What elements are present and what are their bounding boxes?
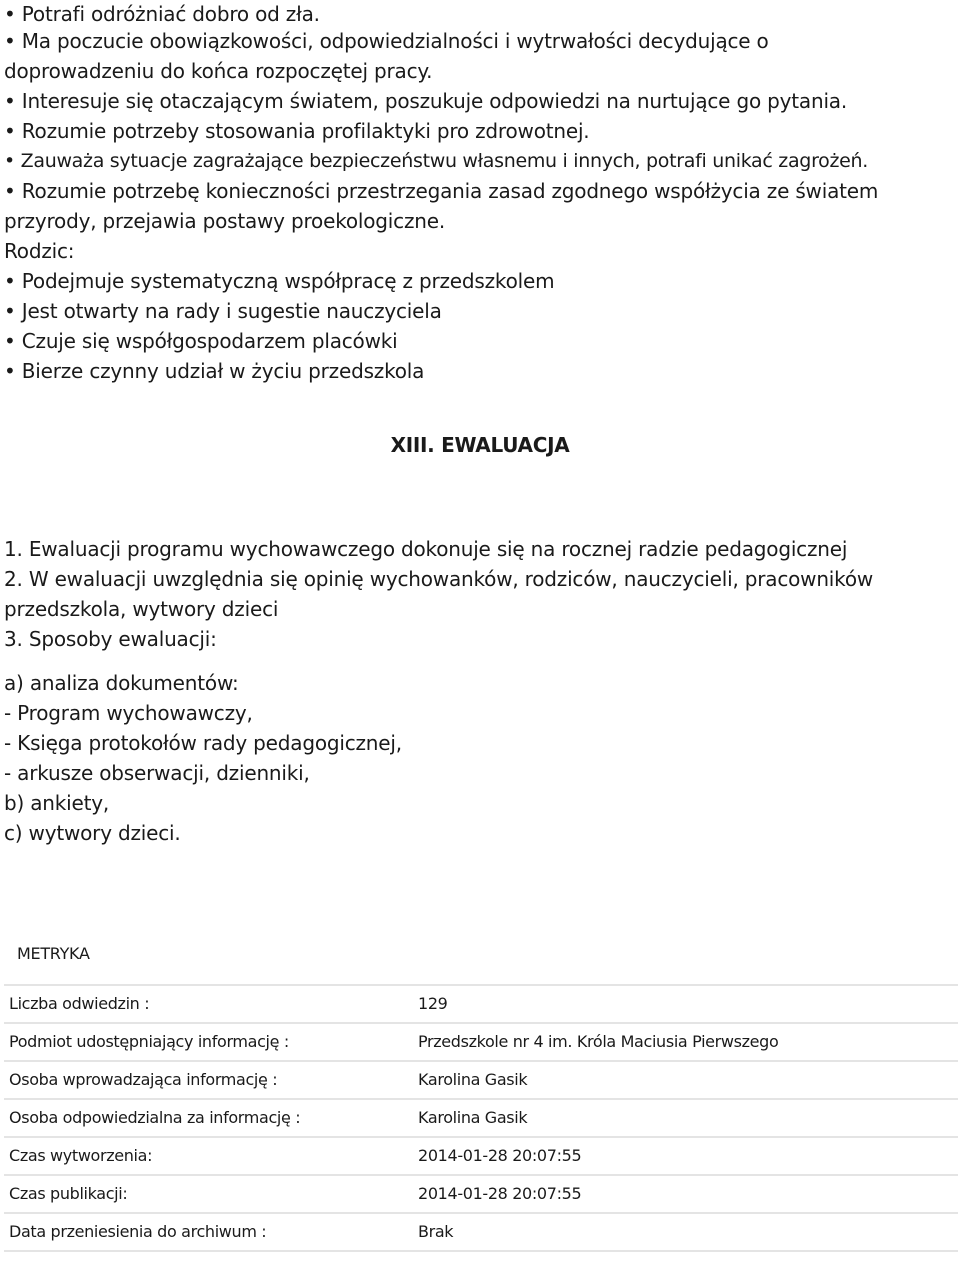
metryka-title: METRYKA: [17, 944, 90, 963]
text-line: 1. Ewaluacji programu wychowawczego dokonuje się na rocznej radzie pedagogicznej: [4, 537, 848, 561]
text-line: • Ma poczucie obowiązkowości, odpowiedzialności i wytrwałości decydujące o: [4, 29, 769, 53]
row-value: Karolina Gasik: [418, 1070, 528, 1089]
row-value: Przedszkole nr 4 im. Króla Maciusia Pierwszego: [418, 1032, 779, 1051]
text-line: 3. Sposoby ewaluacji:: [4, 627, 217, 651]
table-row: [4, 1024, 958, 1062]
text-line: przyrody, przejawia postawy proekologiczne.: [4, 209, 445, 233]
row-value: 2014-01-28 20:07:55: [418, 1146, 582, 1165]
text-line: • Jest otwarty na rady i sugestie nauczyciela: [4, 299, 442, 323]
table-row: [4, 1176, 958, 1214]
row-label: Data przeniesienia do archiwum :: [9, 1222, 267, 1241]
text-line: • Zauważa sytuacje zagrażające bezpieczeństwu własnemu i innych, potrafi unikać zagrożeń.: [4, 150, 869, 172]
row-label: Czas wytworzenia:: [9, 1146, 153, 1165]
metryka-table: [4, 984, 958, 1252]
text-line: doprowadzeniu do końca rozpoczętej pracy.: [4, 59, 433, 83]
table-row: [4, 1138, 958, 1176]
text-line: - Księga protokołów rady pedagogicznej,: [4, 731, 402, 755]
text-line: przedszkola, wytwory dzieci: [4, 597, 279, 621]
text-line: - Program wychowawczy,: [4, 701, 253, 725]
row-label: Osoba odpowiedzialna za informację :: [9, 1108, 301, 1127]
text-line: • Potrafi odróżniać dobro od zła.: [4, 2, 320, 26]
row-label: Liczba odwiedzin :: [9, 994, 150, 1013]
text-line: - arkusze obserwacji, dzienniki,: [4, 761, 310, 785]
row-label: Czas publikacji:: [9, 1184, 128, 1203]
text-line: a) analiza dokumentów:: [4, 671, 239, 695]
text-line: • Rozumie potrzebę konieczności przestrzegania zasad zgodnego współżycia ze światem: [4, 179, 879, 203]
text-line: Rodzic:: [4, 239, 75, 263]
text-line: • Interesuje się otaczającym światem, poszukuje odpowiedzi na nurtujące go pytania.: [4, 89, 848, 113]
table-row: [4, 1100, 958, 1138]
section-heading: XIII. EWALUACJA: [390, 433, 570, 457]
text-line: • Czuje się współgospodarzem placówki: [4, 329, 398, 353]
row-value: 129: [418, 994, 448, 1013]
text-line: 2. W ewaluacji uwzględnia się opinię wychowanków, rodziców, nauczycieli, pracowników: [4, 567, 874, 591]
text-line: • Rozumie potrzeby stosowania profilaktyki pro zdrowotnej.: [4, 119, 590, 143]
table-row: [4, 986, 958, 1024]
row-value: Brak: [418, 1222, 454, 1241]
text-line: c) wytwory dzieci.: [4, 821, 181, 845]
text-line: • Bierze czynny udział w życiu przedszkola: [4, 359, 425, 383]
table-row: [4, 1062, 958, 1100]
text-line: • Podejmuje systematyczną współpracę z przedszkolem: [4, 269, 555, 293]
row-value: 2014-01-28 20:07:55: [418, 1184, 582, 1203]
text-line: b) ankiety,: [4, 791, 110, 815]
row-label: Podmiot udostępniający informację :: [9, 1032, 289, 1051]
row-value: Karolina Gasik: [418, 1108, 528, 1127]
table-row: [4, 1214, 958, 1252]
row-label: Osoba wprowadzająca informację :: [9, 1070, 278, 1089]
